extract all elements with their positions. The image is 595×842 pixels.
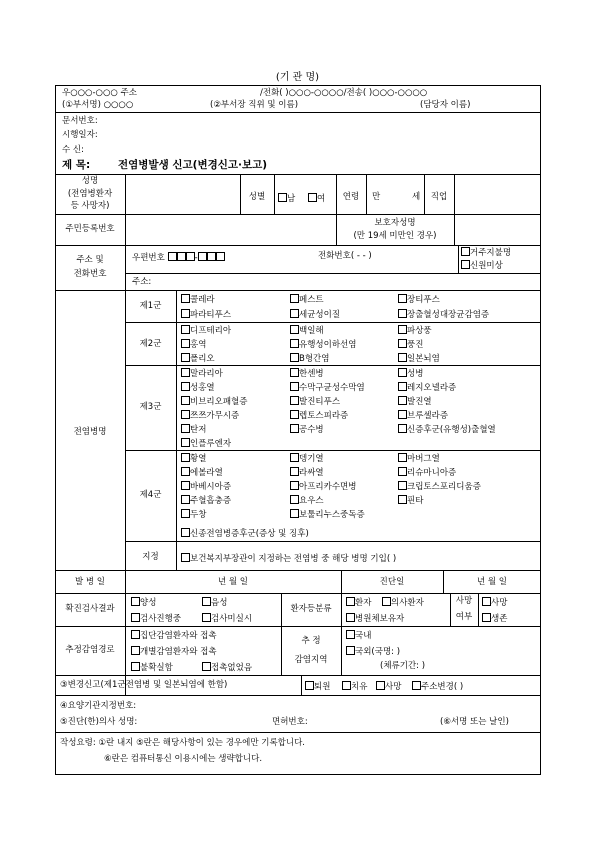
instruction-note: 작성요령: ①란 내지 ⑤란은 해당사항이 있는 경우에만 기록합니다.: [60, 738, 305, 748]
institution-number-field[interactable]: ④요양기관지정번호:: [60, 701, 137, 711]
disease-checkbox[interactable]: 장출혈성대장균감염증: [398, 309, 489, 320]
divider: [366, 174, 367, 214]
sex-label: 성별: [248, 192, 266, 202]
divider: [55, 290, 541, 291]
document-number: 문서번호:: [62, 116, 98, 126]
group-contact-checkbox[interactable]: 집단감염환자와 접촉: [131, 630, 217, 641]
disease-checkbox[interactable]: 일본뇌염: [398, 353, 440, 364]
died-checkbox[interactable]: 사망: [376, 681, 401, 692]
infection-route-label: 추정감염경로: [65, 645, 115, 655]
individual-contact-checkbox[interactable]: 개별감염환자와 접촉: [131, 646, 217, 657]
disease-checkbox[interactable]: 수막구균성수막염: [290, 382, 365, 393]
domestic-checkbox[interactable]: 국내: [346, 630, 371, 641]
disease-checkbox[interactable]: 에볼라열: [181, 467, 223, 478]
divider: [478, 593, 479, 626]
disease-checkbox[interactable]: 파상풍: [398, 325, 432, 336]
disease-checkbox[interactable]: 비브리오패혈증: [181, 396, 247, 407]
disease-checkbox[interactable]: 브루셀라증: [398, 410, 448, 421]
divider: [125, 174, 126, 245]
age-unit-2: 세: [412, 192, 421, 202]
onset-date-label: 발 병 일: [74, 577, 106, 587]
name-label-3: 등 사망자): [70, 201, 110, 211]
disease-checkbox[interactable]: 성병: [398, 368, 423, 379]
change-report-label: ③변경신고(제1군전염병 및 일본뇌염에 한함): [60, 680, 228, 690]
disease-checkbox[interactable]: 두창: [181, 509, 206, 520]
divider: [125, 450, 541, 451]
doctor-name-field[interactable]: ⑤진단(한)의사 성명:: [60, 717, 138, 727]
disease-checkbox[interactable]: 공수병: [290, 424, 324, 435]
disease-checkbox[interactable]: 레지오넬라증: [398, 382, 456, 393]
cured-checkbox[interactable]: 치유: [342, 681, 367, 692]
disease-checkbox[interactable]: 신증후군(유행성)출혈열: [398, 424, 496, 435]
patient-checkbox[interactable]: 환자: [346, 597, 371, 608]
postal-code-field[interactable]: 우편번호 -: [132, 252, 225, 263]
female-checkbox[interactable]: 여: [308, 193, 325, 204]
divider: [55, 732, 541, 733]
no-contact-checkbox[interactable]: 접촉없었음: [202, 662, 252, 673]
disease-checkbox[interactable]: 아프리카수면병: [290, 481, 356, 492]
male-checkbox[interactable]: 남: [278, 193, 295, 204]
disease-checkbox[interactable]: 디프테리아: [181, 325, 231, 336]
divider: [125, 290, 126, 570]
issue-date: 시행일자:: [62, 130, 98, 140]
carrier-checkbox[interactable]: 병원체보유자: [346, 613, 404, 624]
divider: [55, 695, 541, 696]
region-label: 추 정: [301, 636, 321, 646]
disease-checkbox[interactable]: 발진열: [398, 396, 432, 407]
address-label: 주소 및: [76, 255, 104, 265]
disease-checkbox[interactable]: 탄저: [181, 424, 206, 435]
disease-checkbox[interactable]: 인플루엔자: [181, 438, 231, 449]
disease-checkbox[interactable]: 장티푸스: [398, 294, 440, 305]
phone-field[interactable]: 전화번호( - - ): [318, 251, 372, 261]
not-tested-checkbox[interactable]: 검사미실시: [202, 613, 252, 624]
divider: [454, 174, 455, 214]
address-line: 우○○○-○○○ 주소: [62, 88, 137, 98]
disease-checkbox[interactable]: 라싸열: [290, 467, 324, 478]
divider: [454, 214, 455, 245]
agency-name: (기 관 명): [275, 72, 320, 83]
disease-checkbox[interactable]: 성홍열: [181, 382, 215, 393]
disease-checkbox[interactable]: B형간염: [290, 353, 329, 364]
disease-checkbox[interactable]: 폴리오: [181, 353, 215, 364]
officer-name: (담당자 이름): [420, 100, 471, 110]
dead-checkbox[interactable]: 사망: [482, 597, 507, 608]
disease-checkbox[interactable]: 말라리아: [181, 368, 223, 379]
divider: [55, 112, 541, 113]
disease-checkbox[interactable]: 렙토스피라증: [290, 410, 348, 421]
alive-checkbox[interactable]: 생존: [482, 613, 507, 624]
divider: [55, 245, 541, 246]
diagnosis-date-label: 진단일: [379, 577, 405, 587]
subject-label: 제 목:: [62, 159, 91, 171]
divider: [55, 174, 541, 175]
disease-checkbox[interactable]: 파라티푸스: [181, 309, 231, 320]
testing-checkbox[interactable]: 검사진행중: [131, 613, 181, 624]
disease-checkbox[interactable]: 세균성이질: [290, 309, 340, 320]
divider: [55, 593, 541, 594]
rrn-label: 주민등록번호: [65, 224, 115, 234]
divider: [125, 245, 126, 290]
divider: [125, 365, 541, 366]
age-unit: 만: [372, 192, 381, 202]
disease-checkbox[interactable]: 요우스: [290, 495, 324, 506]
disease-checkbox[interactable]: 황열: [181, 453, 206, 464]
region-label-2: 감염지역: [294, 655, 328, 665]
patient-class-label: 환자등분류: [290, 604, 332, 614]
divider: [125, 541, 541, 542]
divider: [125, 322, 541, 323]
uncertain-checkbox[interactable]: 불확실함: [131, 662, 173, 673]
divider: [125, 570, 126, 695]
death-label-2: 여부: [455, 612, 473, 622]
signature-field[interactable]: (⑥서명 또는 날인): [440, 717, 509, 727]
disease-checkbox[interactable]: 발진티푸스: [290, 396, 340, 407]
contact-line: /전화( )○○○-○○○○/전송( )○○○-○○○○: [260, 88, 428, 98]
disease-checkbox[interactable]: 보툴리누스중독증: [290, 509, 365, 520]
disease-checkbox[interactable]: 마버그열: [398, 453, 440, 464]
stay-period-field[interactable]: (체류기간: ): [380, 661, 426, 671]
new-disease-checkbox[interactable]: 신종전염병증후군(증상 및 징후): [181, 528, 309, 539]
divider: [125, 273, 541, 274]
disease-label: 전염병명: [73, 427, 107, 437]
divider: [458, 245, 459, 273]
disease-checkbox[interactable]: 뎅기열: [290, 453, 324, 464]
disease-checkbox[interactable]: 주혈흡충증: [181, 495, 231, 506]
divider: [55, 626, 541, 627]
unknown-identity-checkbox[interactable]: 신원미상: [461, 260, 503, 271]
onset-date-field[interactable]: 년 월 일: [217, 577, 249, 587]
disease-checkbox[interactable]: 쯔쯔가무시증: [181, 410, 239, 421]
group-4-label: 제4군: [139, 490, 162, 500]
address-field[interactable]: 주소:: [132, 277, 152, 287]
designated-label: 지정: [142, 552, 159, 562]
disease-checkbox[interactable]: 유행성이하선염: [290, 339, 356, 350]
disease-checkbox[interactable]: 바베시아증: [181, 481, 231, 492]
recipient: 수 신:: [62, 145, 84, 155]
divider: [281, 626, 282, 675]
address-label-2: 전화번호: [73, 269, 107, 279]
disease-checkbox[interactable]: 홍역: [181, 339, 206, 350]
disease-checkbox[interactable]: 콜레라: [181, 294, 215, 305]
guardian-label: 보호자성명: [374, 218, 416, 228]
job-label: 직업: [430, 192, 448, 202]
suspected-patient-checkbox[interactable]: 의사환자: [382, 597, 424, 608]
instruction-note-2: ⑥란은 컴퓨터통신 이용시에는 생략합니다.: [104, 754, 263, 764]
department-head: (②부서장 직위 및 이름): [210, 100, 299, 110]
abroad-checkbox[interactable]: 국외(국명: ): [346, 646, 400, 657]
disease-checkbox[interactable]: 리슈마니아증: [398, 467, 456, 478]
designated-disease-checkbox[interactable]: 보건복지부장관이 지정하는 전염병 중 해당 병명 기입( ): [181, 553, 396, 564]
disease-checkbox[interactable]: 페스트: [290, 294, 324, 305]
age-label: 연령: [342, 192, 360, 202]
homeless-checkbox[interactable]: 거주지불명: [461, 247, 511, 258]
divider: [55, 570, 541, 571]
group-2-label: 제2군: [139, 339, 162, 349]
address-change-checkbox[interactable]: 주소변경( ): [412, 681, 463, 692]
divider: [55, 675, 541, 676]
discharge-checkbox[interactable]: 퇴원: [305, 681, 330, 692]
death-label: 사망: [455, 596, 473, 606]
disease-checkbox[interactable]: 백일해: [290, 325, 324, 336]
test-result-label: 확진검사결과: [65, 604, 115, 614]
divider: [274, 174, 275, 214]
positive-checkbox[interactable]: 양성: [131, 597, 156, 608]
subject-title: 전염병발생 신고(변경신고·보고): [118, 159, 268, 171]
name-label: 성명: [81, 176, 99, 186]
group-1-label: 제1군: [139, 301, 162, 311]
divider: [341, 593, 342, 626]
department-name: (①부서명) ○○○○: [62, 100, 134, 110]
negative-checkbox[interactable]: 음성: [202, 597, 227, 608]
disease-checkbox[interactable]: 핀타: [398, 495, 423, 506]
divider: [301, 675, 302, 695]
diagnosis-date-field[interactable]: 년 월 일: [476, 577, 508, 587]
group-3-label: 제3군: [139, 402, 162, 412]
guardian-note: (만 19세 미만인 경우): [353, 231, 437, 241]
name-label-2: (전염병환자: [67, 189, 113, 199]
disease-checkbox[interactable]: 풍진: [398, 339, 423, 350]
disease-checkbox[interactable]: 한센병: [290, 368, 324, 379]
divider: [341, 626, 342, 675]
disease-checkbox[interactable]: 크립토스포리디움증: [398, 481, 481, 492]
license-number-field[interactable]: 면허번호:: [272, 717, 308, 727]
divider: [176, 290, 177, 570]
divider: [55, 214, 541, 215]
